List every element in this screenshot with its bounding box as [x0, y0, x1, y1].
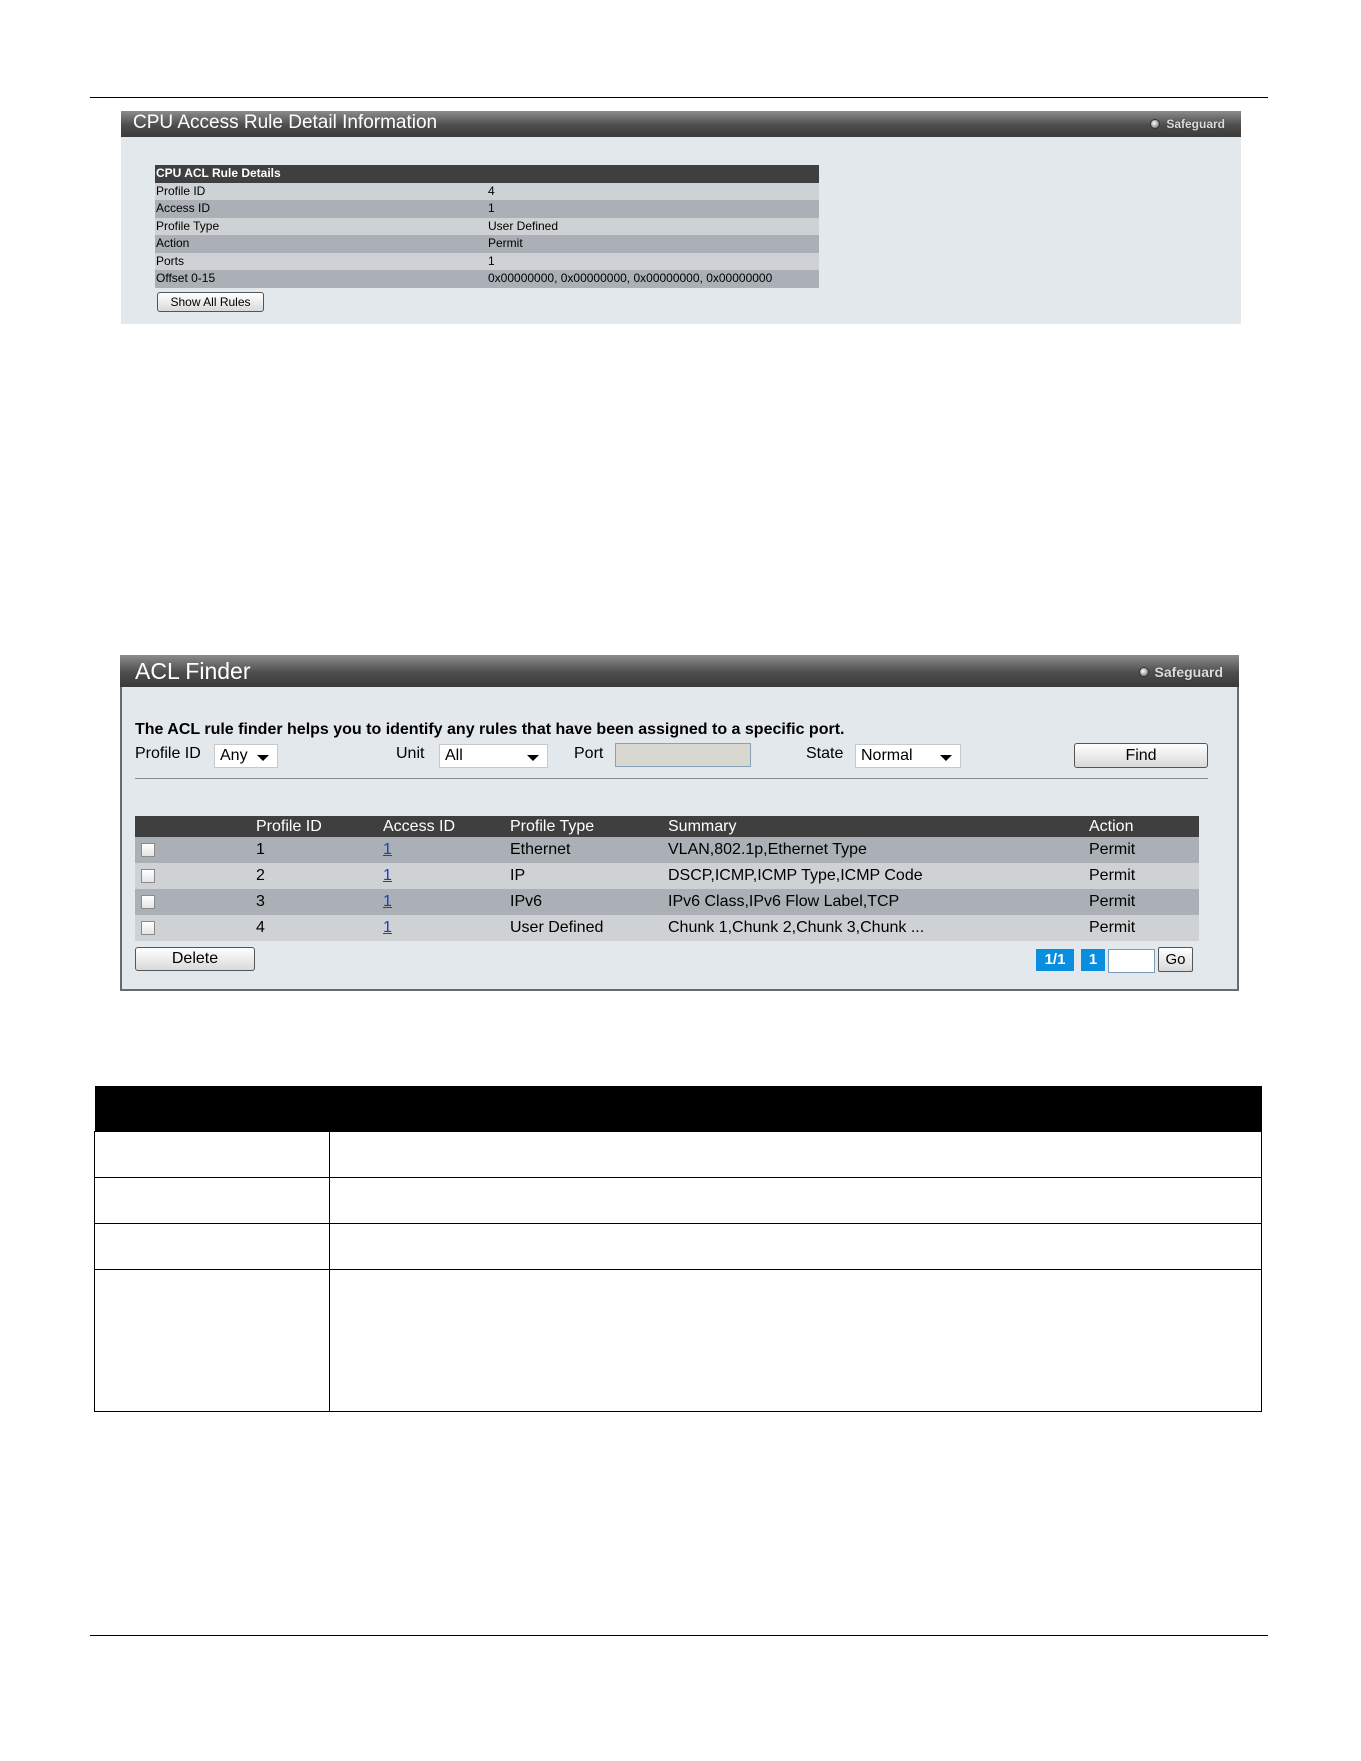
panel-header: [120, 655, 1239, 687]
table-row: [95, 1270, 1262, 1412]
go-button[interactable]: Go: [1158, 947, 1193, 972]
state-select[interactable]: [855, 744, 961, 768]
table-header: [95, 1086, 1262, 1132]
panel-header: [121, 111, 1241, 137]
acl-finder-panel: [120, 655, 1239, 991]
table-row: [155, 183, 819, 201]
row-value: 1: [487, 200, 819, 218]
table-row: [95, 1178, 1262, 1224]
table-header: CPU ACL Rule Details: [155, 165, 819, 183]
selected-value: Any: [220, 747, 248, 764]
row-value: 4: [487, 183, 819, 201]
table-row: [155, 253, 819, 271]
show-all-rules-button[interactable]: Show All Rules: [157, 292, 264, 312]
row-value: 1: [487, 253, 819, 271]
chevron-down-icon: [527, 755, 539, 761]
cell-summary: IPv6 Class,IPv6 Flow Label,TCP: [668, 889, 1089, 915]
table-row: [135, 915, 1199, 941]
selected-value: All: [445, 747, 463, 764]
row-value: User Defined: [487, 218, 819, 236]
cell-summary: DSCP,ICMP,ICMP Type,ICMP Code: [668, 863, 1089, 889]
access-id-link[interactable]: 1: [383, 867, 392, 884]
cell-profile-id: 3: [256, 889, 383, 915]
separator: [135, 778, 1208, 779]
cpu-acl-rule-details-table: [155, 165, 819, 288]
column-header-profile-type: Profile Type: [510, 816, 668, 837]
table-row: [135, 863, 1199, 889]
column-header-select: [135, 816, 256, 837]
row-label: Ports: [155, 253, 487, 271]
safeguard-indicator: [1150, 117, 1225, 131]
table-row: [135, 837, 1199, 863]
cell-profile-type: User Defined: [510, 915, 668, 941]
safeguard-label: Safeguard: [1166, 117, 1225, 131]
delete-button[interactable]: Delete: [135, 947, 255, 971]
chevron-down-icon: [257, 755, 269, 761]
row-checkbox[interactable]: [141, 869, 155, 883]
cpu-access-rule-panel: [121, 111, 1241, 324]
access-id-link[interactable]: 1: [383, 919, 392, 936]
row-value: 0x00000000, 0x00000000, 0x00000000, 0x00000000: [487, 270, 819, 288]
panel-title: CPU Access Rule Detail Information: [133, 112, 438, 133]
column-header-profile-id: Profile ID: [256, 816, 383, 837]
state-label: State: [806, 745, 844, 762]
acl-rules-table: [135, 816, 1199, 941]
column-header-summary: Summary: [668, 816, 1089, 837]
row-label: Access ID: [155, 200, 487, 218]
row-value: Permit: [487, 235, 819, 253]
cell-action: Permit: [1089, 889, 1199, 915]
profile-id-label: Profile ID: [135, 745, 201, 762]
row-checkbox[interactable]: [141, 921, 155, 935]
current-page-button[interactable]: 1: [1081, 949, 1105, 971]
cell-profile-id: 2: [256, 863, 383, 889]
table-row: [135, 889, 1199, 915]
cell-summary: Chunk 1,Chunk 2,Chunk 3,Chunk ...: [668, 915, 1089, 941]
row-label: Profile Type: [155, 218, 487, 236]
safeguard-indicator: [1139, 664, 1223, 680]
cell-profile-type: IP: [510, 863, 668, 889]
cell-profile-id: 4: [256, 915, 383, 941]
row-label: Action: [155, 235, 487, 253]
access-id-link[interactable]: 1: [383, 893, 392, 910]
cell-action: Permit: [1089, 863, 1199, 889]
safeguard-icon: [1150, 119, 1160, 129]
cell-profile-id: 1: [256, 837, 383, 863]
parameter-description-table: [94, 1086, 1262, 1412]
port-label: Port: [574, 745, 604, 762]
row-checkbox[interactable]: [141, 843, 155, 857]
table-header-row: [95, 1086, 1262, 1132]
table-row: [155, 200, 819, 218]
profile-id-select[interactable]: [214, 744, 278, 768]
row-checkbox[interactable]: [141, 895, 155, 909]
column-header-access-id: Access ID: [383, 816, 510, 837]
cell-action: Permit: [1089, 915, 1199, 941]
table-row: [155, 235, 819, 253]
chevron-down-icon: [940, 755, 952, 761]
table-row: [95, 1224, 1262, 1270]
table-row: [155, 270, 819, 288]
cell-profile-type: IPv6: [510, 889, 668, 915]
row-label: Offset 0-15: [155, 270, 487, 288]
table-row: [155, 218, 819, 236]
port-input[interactable]: [615, 743, 751, 767]
page-bottom-rule: [90, 1635, 1268, 1636]
cell-profile-type: Ethernet: [510, 837, 668, 863]
selected-value: Normal: [861, 747, 913, 764]
row-label: Profile ID: [155, 183, 487, 201]
unit-label: Unit: [396, 745, 425, 762]
page-number-input[interactable]: [1108, 949, 1155, 973]
unit-select[interactable]: [439, 744, 548, 768]
panel-title: ACL Finder: [135, 658, 251, 684]
cell-summary: VLAN,802.1p,Ethernet Type: [668, 837, 1089, 863]
access-id-link[interactable]: 1: [383, 841, 392, 858]
table-row: [95, 1132, 1262, 1178]
table-header-row: [135, 816, 1199, 837]
column-header-action: Action: [1089, 816, 1199, 837]
safeguard-label: Safeguard: [1154, 664, 1223, 680]
page-info-badge: 1/1: [1036, 949, 1074, 971]
safeguard-icon: [1139, 667, 1149, 677]
finder-description: The ACL rule finder helps you to identify any rules that have been assigned to a specific port.: [135, 721, 845, 738]
find-button[interactable]: Find: [1074, 743, 1208, 768]
cell-action: Permit: [1089, 837, 1199, 863]
page-top-rule: [90, 97, 1268, 98]
